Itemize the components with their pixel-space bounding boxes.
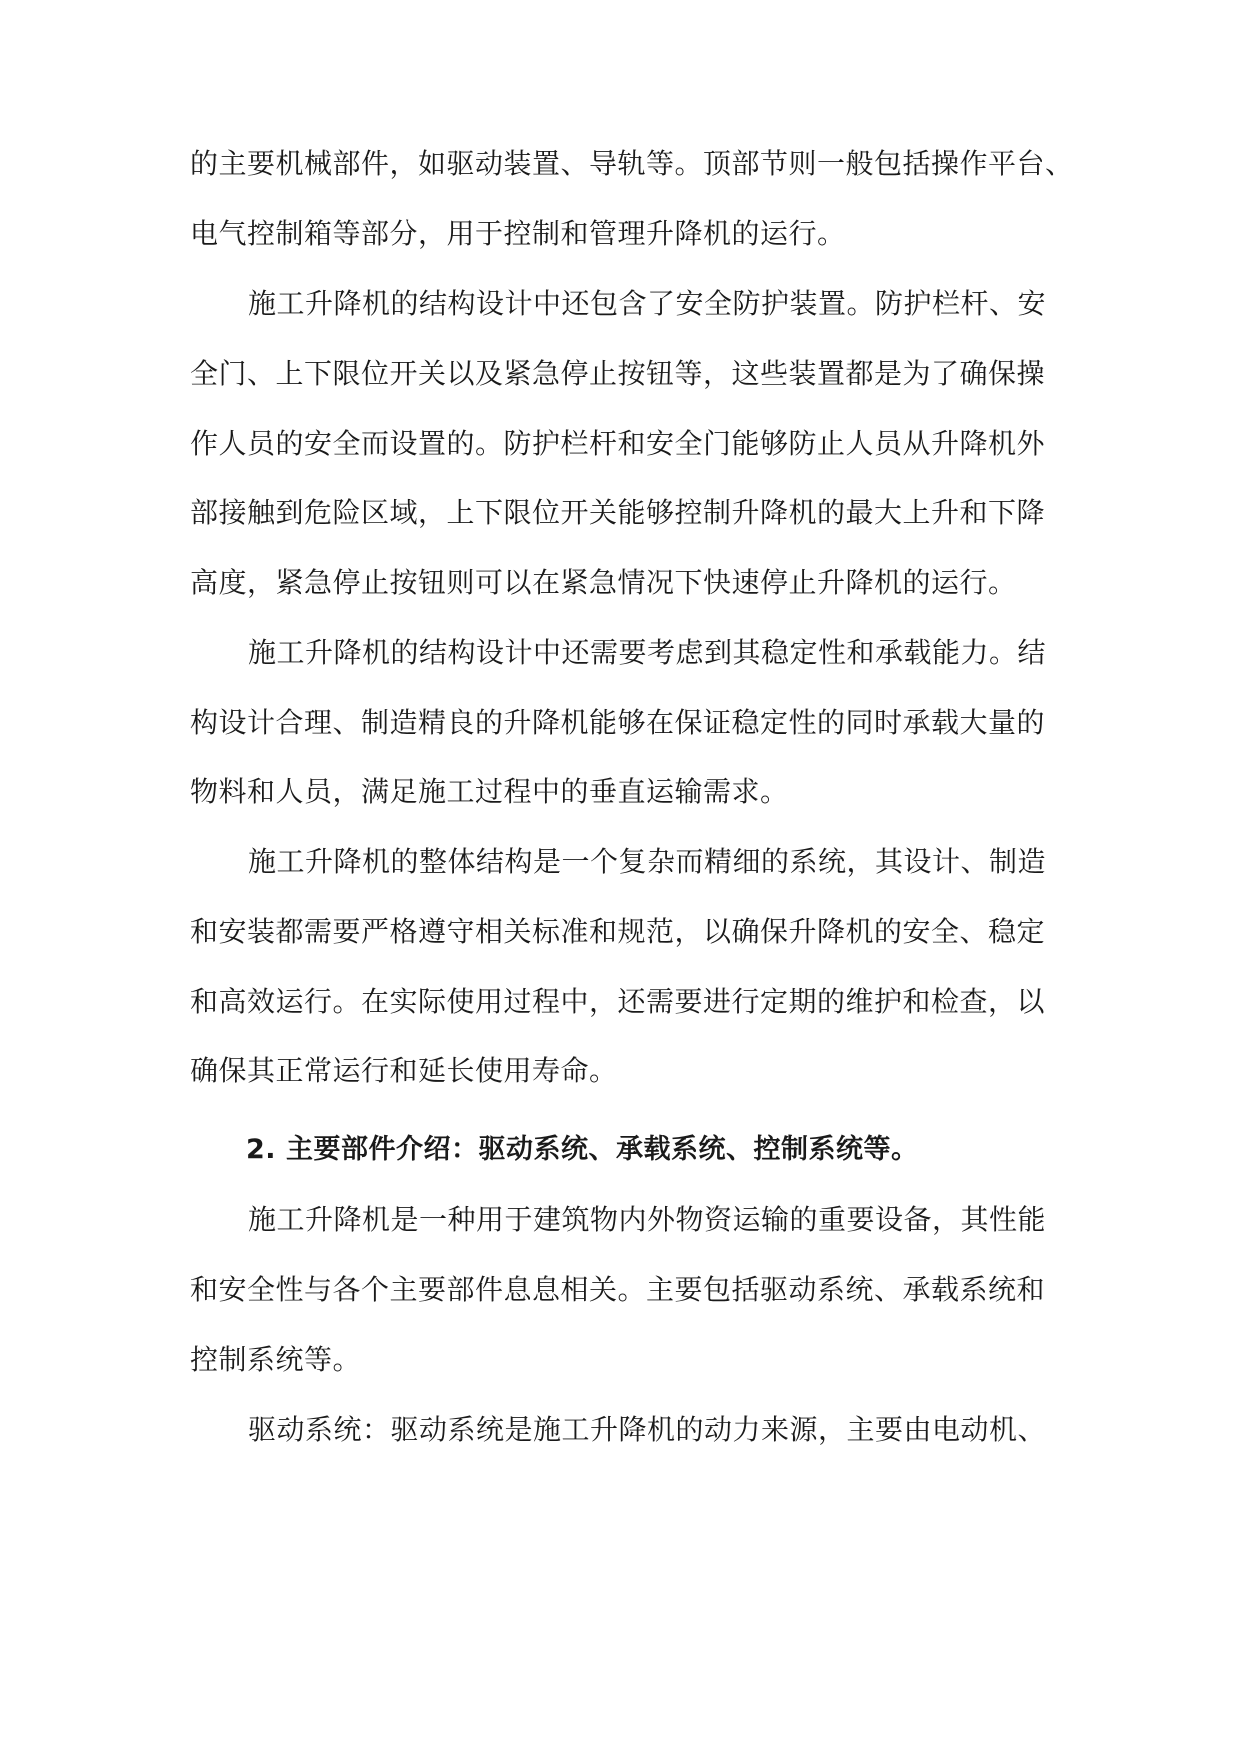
paragraph-first-line: 施工升降机是一种用于建筑物内外物资运输的重要设备，其性能 [248,1203,1047,1236]
paragraph-first-line: 施工升降机的结构设计中还需要考虑到其稳定性和承载能力。结 [248,636,1047,669]
text-line: 的主要机械部件，如驱动装置、导轨等。顶部节则一般包括操作平台、 [190,147,1074,180]
section-heading: 2. 主要部件介绍：驱动系统、承载系统、控制系统等。 [246,1134,919,1165]
text-line: 作人员的安全而设置的。防护栏杆和安全门能够防止人员从升降机外 [190,427,1046,460]
text-line: 高度，紧急停止按钮则可以在紧急情况下快速停止升降机的运行。 [190,566,1017,599]
text-line: 部接触到危险区域，上下限位开关能够控制升降机的最大上升和下降 [190,496,1046,529]
text-line: 电气控制箱等部分，用于控制和管理升降机的运行。 [190,217,846,250]
text-line: 和安全性与各个主要部件息息相关。主要包括驱动系统、承载系统和 [190,1273,1046,1306]
text-line: 控制系统等。 [190,1343,362,1376]
text-line: 全门、上下限位开关以及紧急停止按钮等，这些装置都是为了确保操 [190,357,1046,390]
text-line: 物料和人员，满足施工过程中的垂直运输需求。 [190,775,789,808]
paragraph-first-line: 施工升降机的结构设计中还包含了安全防护装置。防护栏杆、安 [248,287,1047,320]
paragraph-first-line: 施工升降机的整体结构是一个复杂而精细的系统，其设计、制造 [248,845,1047,878]
text-line: 确保其正常运行和延长使用寿命。 [190,1054,618,1087]
text-line: 和安装都需要严格遵守相关标准和规范，以确保升降机的安全、稳定 [190,915,1046,948]
text-line: 和高效运行。在实际使用过程中，还需要进行定期的维护和检查，以 [190,985,1046,1018]
paragraph-first-line: 驱动系统：驱动系统是施工升降机的动力来源，主要由电动机、 [248,1413,1047,1446]
text-line: 构设计合理、制造精良的升降机能够在保证稳定性的同时承载大量的 [190,706,1046,739]
